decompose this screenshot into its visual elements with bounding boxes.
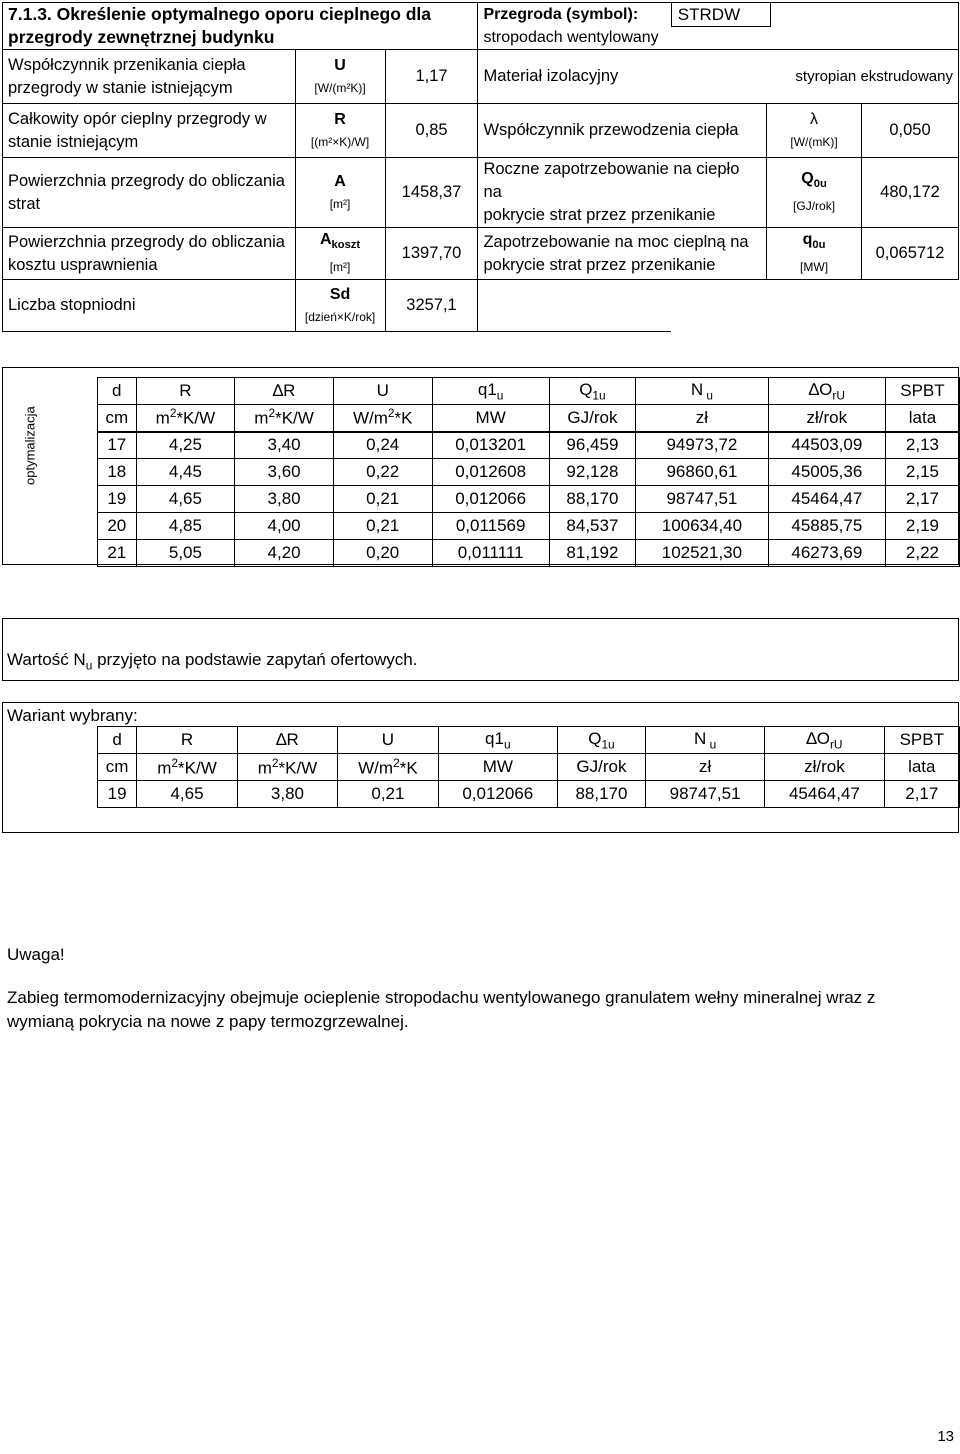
section-title: 7.1.3. Określenie optymalnego oporu cieplnego dla przegrody zewnętrznej budynku (3, 3, 478, 50)
note-text: Wartość $N_u$ przyjęto na podstawie zapytań ofertowych. (7, 650, 418, 673)
page-number: 13 (937, 1428, 954, 1445)
table-row: 18 4,45 3,60 0,22 0,012608 92,128 96860,61 45005,36 2,15 (98, 459, 960, 486)
building-partition-info-table (2, 2, 959, 332)
selected-variant-table (97, 726, 960, 808)
units-row: cm $m^2*K/W$ $m^2*K/W$ $W/m^2*K$ MW GJ/rok zł zł/rok lata (98, 754, 960, 781)
selected-variant-label: Wariant wybrany: (7, 706, 138, 725)
remark-text: Zabieg termomodernizacyjny obejmuje ocieplenie stropodachu wentylowanego granulatem wełny mineralnej wraz z wymianą pokrycia na nowe z papy termozgrzewalnej. (7, 988, 876, 1031)
table-row: 19 4,65 3,80 0,21 0,012066 88,170 98747,51 45464,47 2,17 (98, 486, 960, 513)
header-row: d R ∆R U $q1_u$ $Q_{1u}$ N $_u$ $\Delta O_{rU}$ SPBT (98, 378, 960, 405)
row-a: Powierzchnia przegrody do obliczania strat A [m²] 1458,37 Roczne zapotrzebowanie na ciepło na pokrycie strat przez przenikanie $Q_{0u}$ [GJ/rok] 480,172 (3, 158, 959, 228)
optimization-table (97, 377, 960, 567)
remark-title: Uwaga! (7, 945, 65, 964)
table-row: 21 5,05 4,20 0,20 0,011111 81,192 102521,30 46273,69 2,22 (98, 540, 960, 567)
units-row: cm $m^2*K/W$ $m^2*K/W$ $W/m^2*K$ MW GJ/rok zł zł/rok lata (98, 405, 960, 432)
row-u: Współczynnik przenikania ciepła przegrody w stanie istniejącym U [W/(m²K)] 1,17 Materiał izolacyjny styropian ekstrudowany (3, 50, 959, 104)
partition-symbol-label: Przegroda (symbol): stropodach wentylowany (478, 3, 671, 50)
row-r: Całkowity opór cieplny przegrody w stanie istniejącym R [(m²×K)/W] 0,85 Współczynnik przewodzenia ciepła λ [W/(mK)] 0,050 (3, 104, 959, 158)
optimization-label: optymalizacja (22, 406, 38, 485)
row-sd: Liczba stopniodni Sd [dzień×K/rok] 3257,1 (3, 280, 959, 332)
row-akoszt: Powierzchnia przegrody do obliczania kosztu usprawnienia $A_{koszt}$ [m²] 1397,70 Zapotrzebowanie na moc cieplną na pokrycie strat przez przenikanie $q_{0u}$ [MW] 0,065712 (3, 228, 959, 280)
table-row: 20 4,85 4,00 0,21 0,011569 84,537 100634,40 45885,75 2,19 (98, 513, 960, 540)
partition-symbol-value: STRDW (671, 3, 959, 50)
table-row: 19 4,65 3,80 0,21 0,012066 88,170 98747,51 45464,47 2,17 (98, 781, 960, 808)
table-row: 17 4,25 3,40 0,24 0,013201 96,459 94973,72 44503,09 2,13 (98, 432, 960, 459)
header-row: d R ∆R U $q1_u$ $Q_{1u}$ N $_u$ $\Delta O_{rU}$ SPBT (98, 727, 960, 754)
